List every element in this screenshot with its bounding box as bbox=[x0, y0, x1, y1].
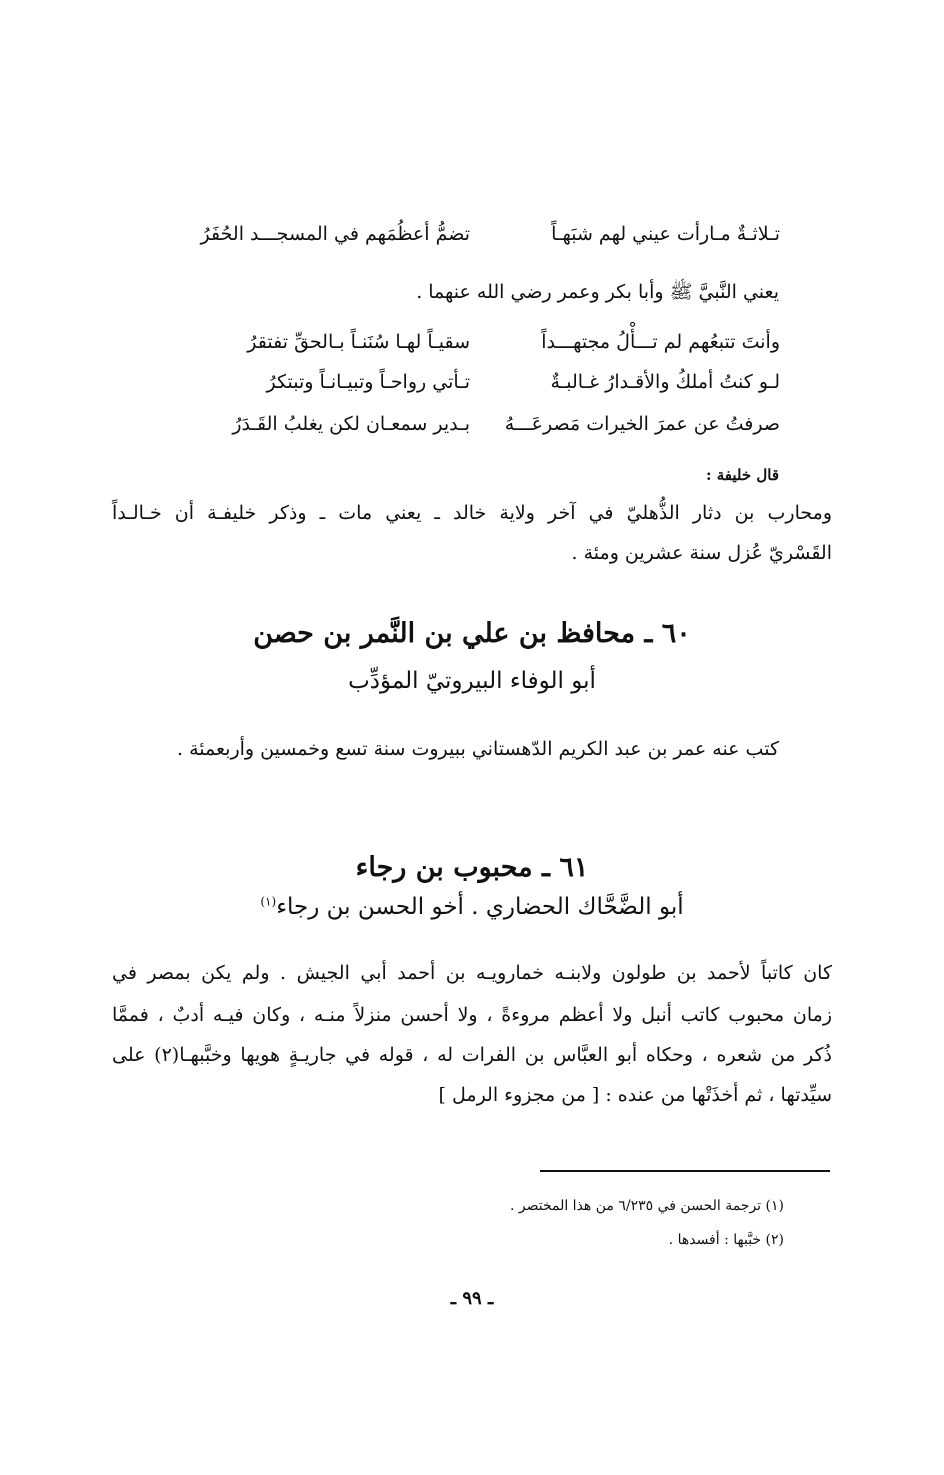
paragraph-line: ذُكر من شعره ، وحكاه أبو العبَّاس بن الفرات له ، قوله في جاريـةٍ هويها وخبَّبهـا(٢) على bbox=[112, 1044, 832, 1066]
verse-row bbox=[200, 404, 780, 444]
note-line: يعني النَّبيَّ ﷺ وأبا بكر وعمر رضي الله عنهما . bbox=[416, 281, 779, 303]
verse-row bbox=[200, 214, 780, 254]
verse-second-hemistich: تضمُّ أعظُمَهم في المسجـــد الحُفَرُ bbox=[200, 223, 470, 245]
entry-61-title: ٦١ ـ محبوب بن رجاء bbox=[355, 852, 589, 883]
page-number: ـ ٩٩ ـ bbox=[450, 1288, 494, 1309]
paragraph-line: كان كاتباً لأحمد بن طولون ولابنـه خمارويـه بن أحمد أبي الجيش . ولم يكن بمصر في bbox=[112, 962, 832, 984]
footnote-marker: (١) bbox=[260, 894, 277, 909]
footnote: (١) ترجمة الحسن في ٦/٢٣٥ من هذا المختصر . bbox=[509, 1198, 784, 1214]
verse-first-hemistich: صرفتُ عن عمرَ الخيرات مَصرعَـــهُ bbox=[504, 413, 780, 435]
verse-second-hemistich: سقيـاً لهـا سُنَنـاً بـالحقِّ تفتقرُ bbox=[247, 331, 470, 353]
entry-60-title: ٦٠ ـ محافظ بن علي بن النَّمر بن حصن bbox=[253, 618, 691, 649]
entry-61-subtitle bbox=[0, 894, 944, 920]
paragraph-line: سيِّدتها ، ثم أخذَتْها من عنده : [ من مجزوء الرمل ] bbox=[438, 1084, 832, 1106]
entry-60-text: كتب عنه عمر بن عبد الكريم الدّهستاني ببيروت سنة تسع وخمسين وأربعمئة . bbox=[177, 738, 779, 760]
verse-row bbox=[200, 322, 780, 362]
verse-second-hemistich: تـأتي رواحـاً وتبيـانـاً وتبتكرُ bbox=[266, 371, 470, 393]
paragraph-line: زمان محبوب كاتب أنبل ولا أعظم مروءةً ، ولا أحسن منزلاً منـه ، وكان فيـه أدبٌ ، فممَّا bbox=[112, 1004, 832, 1026]
entry-60-subtitle: أبو الوفاء البيروتيّ المؤدِّب bbox=[348, 668, 596, 694]
verse-second-hemistich: بـدير سمعـان لكن يغلبُ القَـدَرُ bbox=[232, 413, 470, 435]
verse-first-hemistich: لـو كنتُ أملكُ والأقـدارُ غـالبـةٌ bbox=[550, 371, 780, 393]
paragraph-line: القَسْريّ عُزل سنة عشرين ومئة . bbox=[571, 542, 832, 564]
footnote: (٢) خبَّبها : أفسدها . bbox=[668, 1232, 784, 1248]
verse-row bbox=[200, 362, 780, 402]
entry-61-subtitle-text: أبو الضَّحَّاك الحضاري . أخو الحسن بن رجاء bbox=[276, 894, 684, 920]
verse-first-hemistich: وأنتَ تتبعُهم لم تـــأْلُ مجتهـــداً bbox=[541, 331, 780, 353]
footnote-divider bbox=[540, 1170, 830, 1172]
paragraph-line: ومحارب بن دثار الذُّهليّ في آخر ولاية خالد ـ يعني مات ـ وذكر خليفـة أن خـالـداً bbox=[112, 502, 832, 524]
verse-first-hemistich: تـلاثـةٌ مـارأت عيني لهم شبَهـاً bbox=[551, 223, 780, 245]
khalifa-label: قال خليفة : bbox=[705, 466, 779, 484]
